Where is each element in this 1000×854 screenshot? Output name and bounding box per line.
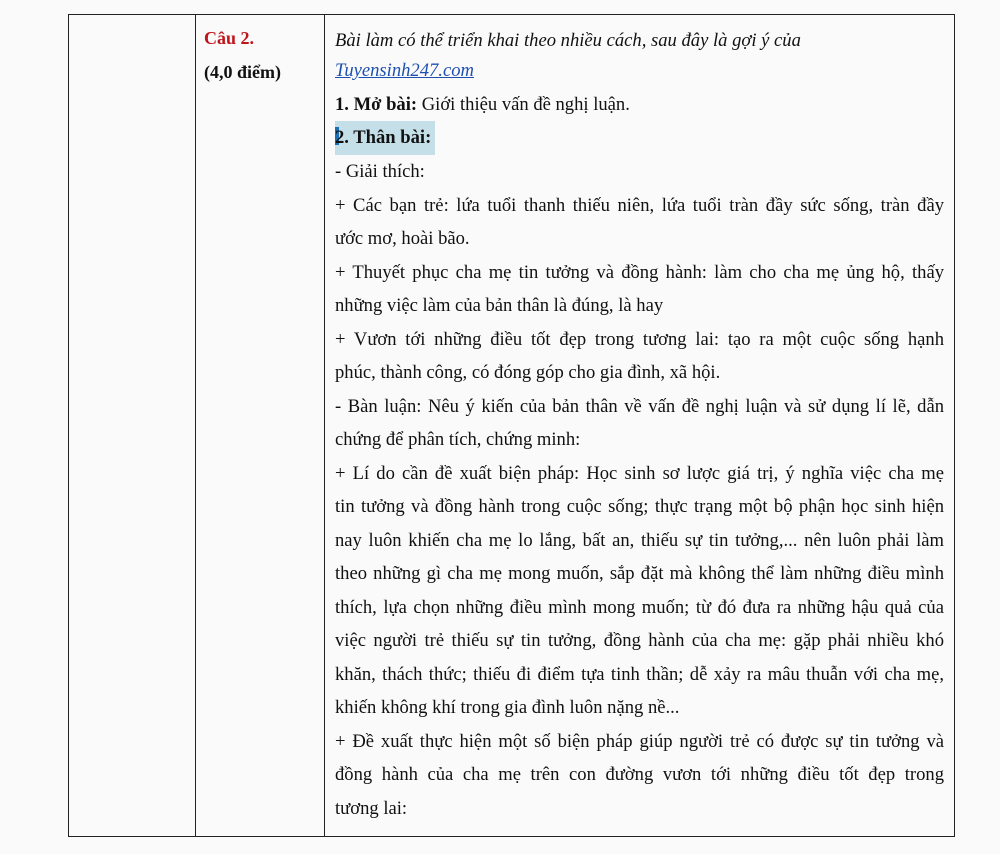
explain-heading: - Giải thích: [335, 161, 425, 182]
answer-line: + Các bạn trẻ: lứa tuổi thanh thiếu niên, lứa tuổi tràn đầy sức sống, tràn đầy [335, 194, 944, 216]
table-column-answer[interactable] [325, 15, 954, 836]
table-column-empty [69, 15, 196, 836]
answer-line: + Lí do cần đề xuất biện pháp: Học sinh sơ lược giá trị, ý nghĩa việc cha mẹ [335, 462, 944, 484]
answer-line: đồng hành của cha mẹ trên con đường vươn tới những điều tốt đẹp trong [335, 764, 944, 785]
answer-intro: Bài làm có thể triển khai theo nhiều cách, sau đây là gợi ý của [335, 30, 801, 51]
answer-line: phúc, thành công, có đóng góp cho gia đình, xã hội. [335, 362, 721, 383]
answer-line: những việc làm của bản thân là đúng, là hay [335, 295, 664, 316]
answer-line: + Thuyết phục cha mẹ tin tưởng và đồng hành: làm cho cha mẹ ủng hộ, thấy [335, 261, 944, 283]
answer-line: tin tưởng và đồng hành trong cuộc sống; thực trạng một bộ phận học sinh hiện [335, 496, 944, 517]
source-link-line [335, 54, 944, 88]
body-heading: 2. Thân bài: [335, 127, 432, 148]
body-heading-line [335, 121, 944, 155]
answer-line: theo những gì cha mẹ mong muốn, sắp đặt mà không thể làm những điều mình [335, 563, 944, 584]
opening-line [335, 88, 944, 122]
answer-line: khiến không khí trong gia đình luôn nặng nề... [335, 697, 680, 718]
table-column-question [196, 15, 325, 836]
question-points: (4,0 điểm) [204, 62, 281, 82]
opening-heading: 1. Mở bài: [335, 93, 418, 115]
answer-line: thích, lựa chọn những điều mình mong muốn; từ đó đưa ra những hậu quả của [335, 596, 944, 618]
answer-line: khăn, thách thức; thiếu đi điểm tựa tinh thần; dễ xảy ra mâu thuẫn với cha mẹ, [335, 663, 944, 685]
question-title: Câu 2. [204, 28, 255, 48]
answer-line: + Đề xuất thực hiện một số biện pháp giúp người trẻ có được sự tin tưởng và [335, 730, 944, 752]
answer-line: nay luôn khiến cha mẹ lo lắng, bất an, thiếu sự tin tưởng,... nên luôn phải làm [335, 529, 944, 551]
answer-line: chứng để phân tích, chứng minh: [335, 429, 581, 450]
answer-line: - Bàn luận: Nêu ý kiến của bản thân về vấn đề nghị luận và sử dụng lí lẽ, dẫn [335, 395, 944, 417]
opening-text: Giới thiệu vấn đề nghị luận. [421, 93, 630, 115]
answer-line: ước mơ, hoài bão. [335, 228, 470, 249]
answer-body-lines [335, 189, 944, 826]
answer-line: + Vươn tới những điều tốt đẹp trong tương lai: tạo ra một cuộc sống hạnh [335, 328, 944, 350]
answer-line: việc người trẻ thiếu sự tin tưởng, đồng hành của cha mẹ: gặp phải nhiều khó [335, 630, 944, 651]
selected-text-highlight[interactable] [335, 121, 435, 155]
answer-table [68, 14, 955, 837]
answer-line: tương lai: [335, 797, 408, 819]
source-link[interactable]: Tuyensinh247.com [335, 60, 474, 81]
